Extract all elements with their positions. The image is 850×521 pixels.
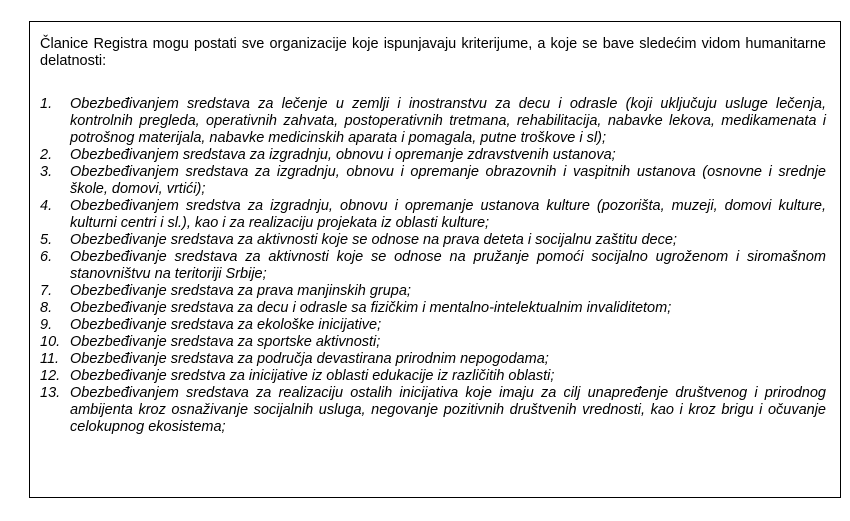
item-text: Obezbeđivanje sredstava za aktivnosti koje se odnose na pružanje pomoći socijalno ugroženom i siromašnom stanovništvu na teritoriji Srbije; <box>70 249 826 282</box>
list-item <box>40 198 826 232</box>
list-item <box>40 351 826 368</box>
item-number: 3. <box>40 164 53 180</box>
item-text: Obezbeđivanjem sredstava za izgradnju, obnovu i opremanje obrazovnih i vaspitnih ustanova (osnovne i srednje škole, domovi, vrtići); <box>70 164 826 197</box>
list-item <box>40 164 826 198</box>
item-text: Obezbeđivanjem sredstava za izgradnju, obnovu i opremanje zdravstvenih ustanova; <box>70 147 616 163</box>
list-item <box>40 96 826 147</box>
item-text: Obezbeđivanjem sredstava za realizaciju ostalih inicijativa koje imaju za cilj unapređenje društvenog i prirodnog ambijenta kroz osnaživanje socijalnih usluga, negovanje pozitivnih društvenih vrednosti, kao i kroz brigu i očuvanje celokupnog ekosistema; <box>70 385 826 435</box>
list-item <box>40 334 826 351</box>
item-number: 12. <box>40 368 61 384</box>
list-item <box>40 283 826 300</box>
activity-list <box>40 96 826 436</box>
intro-paragraph: Članice Registra mogu postati sve organizacije koje ispunjavaju kriterijume, a koje se bave sledećim vidom humanitarne delatnosti: <box>40 36 826 69</box>
item-text: Obezbeđivanje sredstava za aktivnosti koje se odnose na prava deteta i socijalnu zaštitu dece; <box>70 232 677 248</box>
item-number: 6. <box>40 249 53 265</box>
list-item <box>40 147 826 164</box>
item-text: Obezbeđivanje sredstava za prava manjinskih grupa; <box>70 283 411 299</box>
item-text: Obezbeđivanje sredstava za ekološke inicijative; <box>70 317 382 333</box>
item-text: Obezbeđivanje sredstva za inicijative iz oblasti edukacije iz različitih oblasti; <box>70 368 555 384</box>
item-text: Obezbeđivanje sredstava za decu i odrasle sa fizičkim i mentalno-intelektualnim invaliditetom; <box>70 300 672 316</box>
list-item <box>40 300 826 317</box>
list-item <box>40 249 826 283</box>
item-text: Obezbeđivanjem sredstava za lečenje u zemlji i inostranstvu za decu i odrasle (koji uključuju usluge lečenja, kontrolnih pregleda, operativnih zahvata, postoperativnih tretmana, rehabilitacija, nabavke lekova, medikamenata i potrošnog materijala, nabavke medicinskih aparata i pomagala, putne troškove i sl); <box>70 96 826 146</box>
item-text: Obezbeđivanjem sredstva za izgradnju, obnovu i opremanje ustanova kulture (pozorišta, muzeji, domovi kulture, kulturni centri i sl.), kao i za realizaciju projekata iz oblasti kulture; <box>70 198 826 231</box>
item-number: 8. <box>40 300 53 316</box>
item-number: 11. <box>40 351 60 367</box>
item-number: 1. <box>40 96 53 112</box>
item-number: 4. <box>40 198 53 214</box>
item-number: 13. <box>40 385 61 401</box>
item-number: 7. <box>40 283 53 299</box>
item-number: 10. <box>40 334 61 350</box>
item-number: 5. <box>40 232 53 248</box>
document-frame <box>29 21 841 498</box>
item-text: Obezbeđivanje sredstava za područja devastirana prirodnim nepogodama; <box>70 351 549 367</box>
item-text: Obezbeđivanje sredstava za sportske aktivnosti; <box>70 334 381 350</box>
item-number: 2. <box>40 147 53 163</box>
list-item <box>40 232 826 249</box>
list-item <box>40 385 826 436</box>
list-item <box>40 368 826 385</box>
item-number: 9. <box>40 317 53 333</box>
list-item <box>40 317 826 334</box>
